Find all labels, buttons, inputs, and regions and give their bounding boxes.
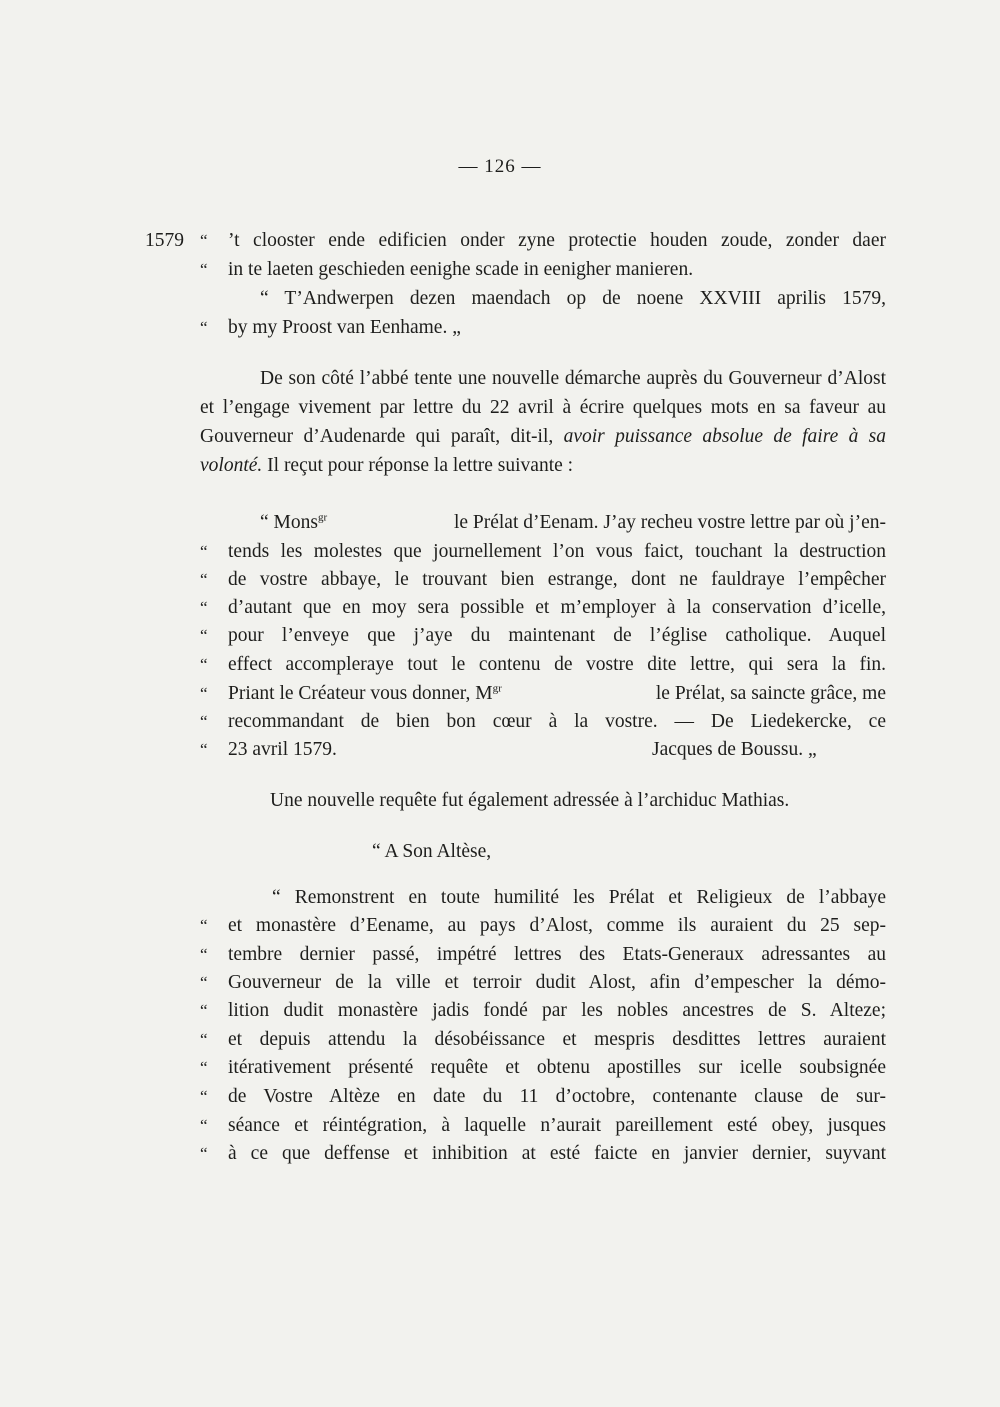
quote-mark: “ (200, 740, 208, 759)
text-line: d’autant que en moy sera possible et m’employer à la conservation d’icelle, (228, 597, 886, 618)
text-line: itérativement présenté requête et obtenu apostilles sur icelle soubsignée (228, 1057, 886, 1078)
text-line: effect accompleraye tout le contenu de vostre dite lettre, qui sera la fin. (228, 654, 886, 675)
quote-mark: “ (200, 231, 208, 250)
text-line: Gouverneur de la ville et terroir dudit Alost, afin d’empescher la démo- (228, 972, 886, 993)
letter-opening (260, 510, 327, 536)
text-line: lition dudit monastère jadis fondé par les nobles ancestres de S. Alteze; (228, 1000, 886, 1021)
salutation: “ A Son Altèse, (372, 841, 492, 862)
paragraph (200, 364, 886, 480)
text-line: recommandant de bien bon cœur à la vostre. — De Liedekercke, ce (228, 711, 886, 732)
paragraph: Une nouvelle requête fut également adressée à l’archiduc Mathias. (270, 790, 790, 811)
quote-mark: “ (200, 570, 208, 589)
text-line: tembre dernier passé, impétré lettres des Etats-Generaux adressantes au (228, 944, 886, 965)
text-line: “ Remonstrent en toute humilité les Prélat et Religieux de l’abbaye (272, 887, 886, 908)
quote-mark: “ (200, 318, 208, 337)
quote-mark: “ (200, 542, 208, 561)
quote-mark: “ (200, 626, 208, 645)
quote-mark: “ (200, 260, 208, 279)
letter-date: 23 avril 1579. (228, 739, 337, 760)
text-line: et depuis attendu la désobéissance et mespris desdittes lettres auraient (228, 1029, 886, 1050)
superscript: gr (492, 682, 502, 695)
quote-mark: “ (200, 945, 208, 964)
quote-mark: “ (200, 655, 208, 674)
quote-mark: “ (200, 712, 208, 731)
text-line: le Prélat, sa saincte grâce, me (655, 683, 886, 704)
margin-year: 1579 (145, 230, 184, 251)
text-line: de Vostre Altèze en date du 11 d’octobre, contenante clause de sur- (228, 1086, 886, 1107)
text-line: de vostre abbaye, le trouvant bien estrange, dont ne fauldraye l’empêcher (228, 569, 886, 590)
text-line: le Prélat d’Eenam. J’ay recheu vostre lettre par où j’en- (453, 512, 886, 533)
quote-mark: “ (200, 1087, 208, 1106)
text-line: pour l’enveye que j’aye du maintenant de l’église catholique. Auquel (228, 625, 886, 646)
text-line: ’t clooster ende edificien onder zyne protectie houden zoude, zonder daer (228, 230, 886, 251)
superscript: gr (317, 511, 328, 524)
text-line (228, 681, 502, 707)
quote-mark: “ (200, 1116, 208, 1135)
italic-quote: avoir puissance absolue de faire à sa volonté. (200, 426, 886, 476)
signature: Jacques de Boussu. „ (652, 739, 817, 760)
quote-mark: “ (200, 1030, 208, 1049)
text-line: séance et réintégration, à laquelle n’aurait pareillement esté obey, jusques (228, 1115, 886, 1136)
text-line: by my Proost van Eenhame. „ (228, 317, 461, 338)
quote-mark: “ (200, 1058, 208, 1077)
text-span: “ Mons (260, 512, 318, 533)
quote-mark: “ (200, 916, 208, 935)
quote-mark: “ (200, 1144, 208, 1163)
text-line: à ce que deffense et inhibition at esté faicte en janvier dernier, suyvant (228, 1143, 886, 1164)
quote-mark: “ (200, 1001, 208, 1020)
text-line: “ T’Andwerpen dezen maendach op de noene XXVIII aprilis 1579, (260, 288, 886, 309)
text-line: tends les molestes que journellement l’on vous faict, touchant la destruction (228, 541, 886, 562)
paragraph-text: De son côté l’abbé tente une nouvelle démarche auprès du Gouverneur d’Alost et l’engage vivement par lettre du 22 avril à écrire quelques mots en sa faveur au Gouverneur d’Audenarde qui paraît, dit-il, (200, 368, 886, 447)
text-line: in te laeten geschieden eenighe scade in eenigher manieren. (228, 259, 694, 280)
quote-mark: “ (200, 973, 208, 992)
quote-mark: “ (200, 684, 208, 703)
quote-mark: “ (200, 598, 208, 617)
paragraph-text: Il reçut pour réponse la lettre suivante : (262, 455, 574, 476)
page-number: — 126 — (458, 156, 542, 177)
text-line: et monastère d’Eename, au pays d’Alost, comme ils auraient du 25 sep- (228, 915, 886, 936)
text-span: Priant le Créateur vous donner, M (228, 683, 493, 704)
